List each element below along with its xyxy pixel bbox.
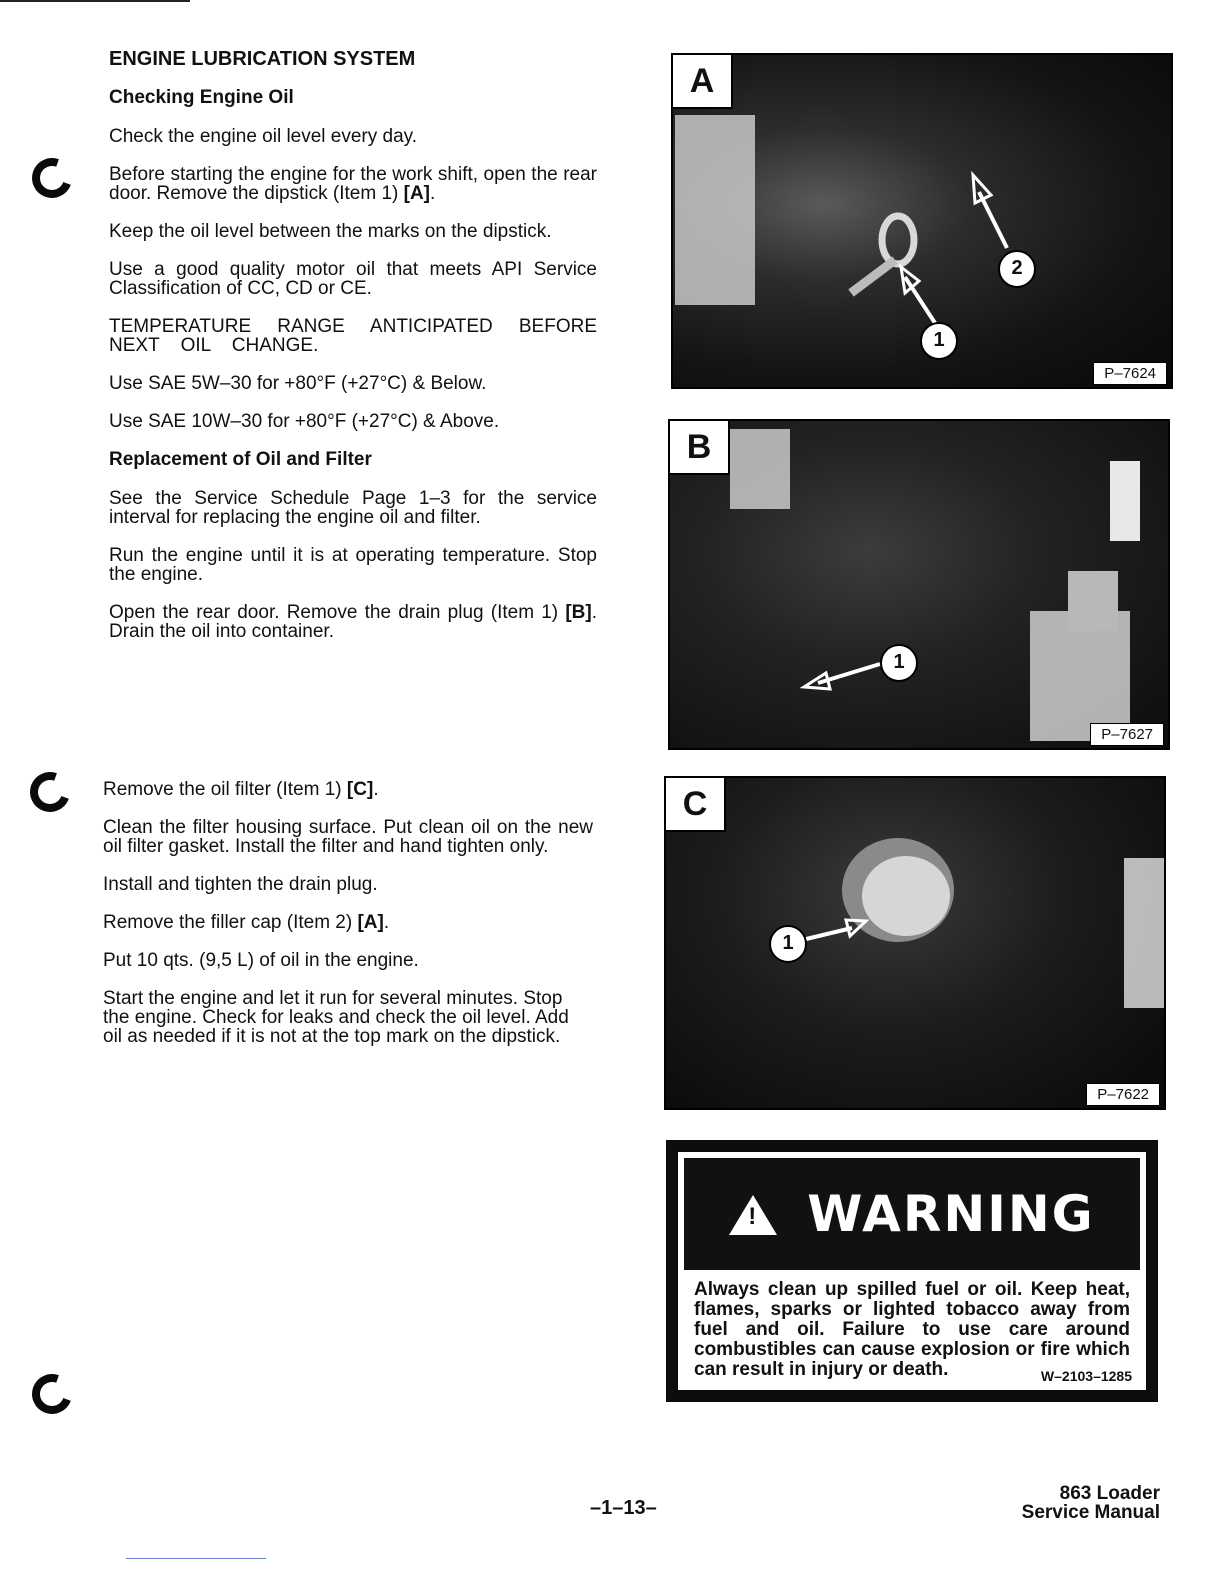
photo-letter: B [670, 421, 730, 475]
photo-code: P–7627 [1090, 723, 1164, 746]
warning-title: WARNING [807, 1185, 1095, 1243]
checking-oil-heading: Checking Engine Oil [109, 87, 294, 108]
replacement-heading: Replacement of Oil and Filter [109, 449, 372, 470]
paragraph: Remove the oil filter (Item 1) [C]. [103, 779, 379, 800]
binder-hole-middle [23, 765, 76, 818]
photo-b-graphics [670, 421, 1170, 750]
upper-text-column [109, 49, 597, 660]
warning-text: Always clean up spilled fuel or oil. Keep heat, flames, sparks or lighted tobacco away from fuel and oil. Failure to use care around combustibles can cause explosion or fire which can result in injury or death. [694, 1279, 1130, 1380]
photo-a-graphics [673, 55, 1173, 389]
paragraph: Use a good quality motor oil that meets API Service Classification of CC, CD or CE. [109, 259, 597, 299]
photo-code: P–7624 [1093, 362, 1167, 385]
model-name: 863 Loader [1059, 1483, 1160, 1504]
paragraph: Use SAE 10W–30 for +80°F (+27°C) & Above. [109, 411, 500, 432]
section-title: ENGINE LUBRICATION SYSTEM [109, 48, 416, 70]
paragraph: Check the engine oil level every day. [109, 126, 418, 147]
figure-ref: [B] [565, 602, 592, 623]
binder-hole-bottom [25, 1367, 78, 1420]
figure-ref: [A] [357, 912, 384, 933]
photo-letter: A [673, 55, 733, 109]
callout-1: 1 [933, 329, 945, 351]
paragraph: Open the rear door. Remove the drain plug (Item 1) [B]. Drain the oil into container. [109, 602, 597, 642]
figure-ref: [A] [403, 183, 431, 204]
photo-letter: C [666, 778, 726, 832]
binder-hole-top [25, 151, 78, 204]
photo-b-drain-plug [668, 419, 1170, 750]
callout-1: 1 [893, 651, 905, 673]
photo-c-graphics [666, 778, 1166, 1110]
page-number: –1–13– [590, 1497, 657, 1519]
photo-c-oil-filter [664, 776, 1166, 1110]
warning-code: W–2103–1285 [1040, 1368, 1132, 1384]
lower-text-column [103, 780, 593, 1065]
warning-header [684, 1158, 1140, 1270]
callout-2: 2 [1011, 257, 1023, 279]
paragraph: Before starting the engine for the work shift, open the rear door. Remove the dipstick (Item 1) [A]. [109, 164, 597, 204]
warning-triangle-icon: ! [729, 1195, 777, 1235]
paragraph: Use SAE 5W–30 for +80°F (+27°C) & Below. [109, 373, 487, 394]
photo-a-dipstick [671, 53, 1173, 389]
warning-panel [676, 1150, 1148, 1392]
paragraph: Keep the oil level between the marks on the dipstick. [109, 221, 552, 242]
callout-1: 1 [782, 932, 794, 954]
warning-box [666, 1140, 1158, 1402]
top-rule [0, 0, 190, 2]
paragraph: Install and tighten the drain plug. [103, 874, 378, 895]
manual-name: Service Manual [1021, 1502, 1160, 1523]
paragraph: Run the engine until it is at operating temperature. Stop the engine. [109, 545, 597, 585]
paragraph: TEMPERATURE RANGE ANTICIPATED BEFORE NEXT OIL CHANGE. [109, 316, 597, 356]
paragraph: See the Service Schedule Page 1–3 for the service interval for replacing the engine oil and filter. [109, 488, 597, 528]
paragraph: Start the engine and let it run for several minutes. Stop the engine. Check for leaks and check the oil level. Add oil as needed if it is not at the top mark on the dipstick. [103, 988, 569, 1047]
manual-title [1022, 1484, 1160, 1522]
paragraph: Put 10 qts. (9,5 L) of oil in the engine. [103, 950, 419, 971]
figure-ref: [C] [346, 779, 374, 800]
paragraph: Remove the filler cap (Item 2) [A]. [103, 912, 390, 933]
bottom-rule [126, 1558, 266, 1559]
photo-code: P–7622 [1086, 1083, 1160, 1106]
paragraph: Clean the filter housing surface. Put clean oil on the new oil filter gasket. Install the filter and hand tighten only. [103, 817, 593, 857]
